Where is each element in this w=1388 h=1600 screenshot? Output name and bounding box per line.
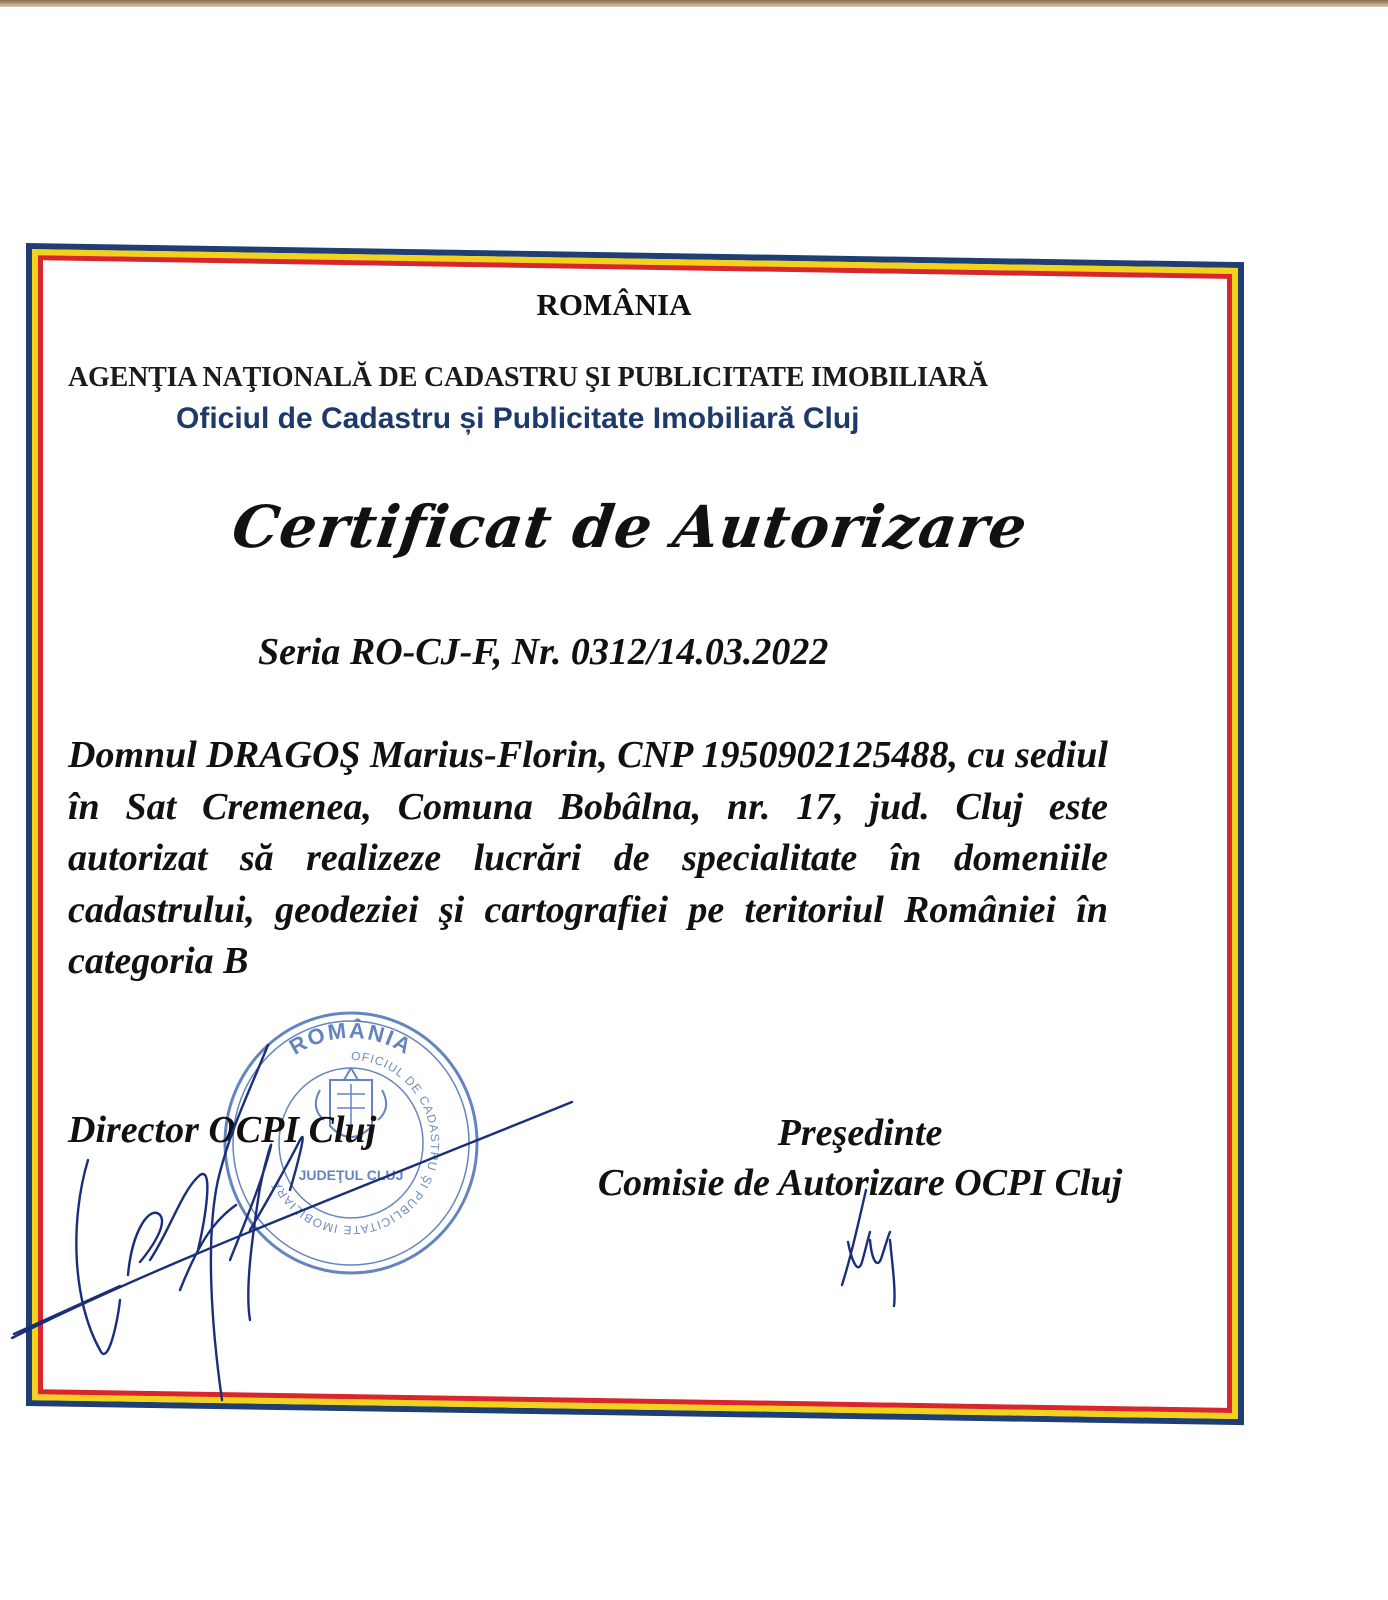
certificate-series: Seria RO-CJ-F, Nr. 0312/14.03.2022 xyxy=(258,631,829,673)
certificate-title: Certificat de Autorizare xyxy=(228,493,1032,561)
stamp-top-text: ROMÂNIA xyxy=(284,1017,418,1060)
president-label: Comisie de Autorizare OCPI Cluj xyxy=(597,1162,1123,1204)
stamp-center-text: JUDEŢUL CLUJ xyxy=(298,1167,404,1183)
agency-heading: AGENŢIA NAŢIONALĂ DE CADASTRU ŞI PUBLICITATE IMOBILIARĂ xyxy=(68,362,988,393)
certificate-body: Domnul DRAGOŞ Marius-Florin, CNP 1950902125488, cu sediul în Sat Cremenea, Comuna Bobâlna, nr. 17, jud. Cluj este autorizat să realizeze lucrări de specialitate în domeniile cadastrului, geodeziei şi cartografiei pe teritoriul României în categoria B xyxy=(68,734,1108,982)
president-block xyxy=(560,1108,1160,1208)
svg-text:ROMÂNIA xyxy=(285,1018,417,1060)
stamp-ring-text: OFICIUL DE CADASTRU ŞI PUBLICITATE IMOBILIARĂ xyxy=(268,1048,443,1238)
president-title: Preşedinte xyxy=(777,1112,943,1154)
director-label: Director OCPI Cluj xyxy=(68,1109,377,1151)
office-heading: Oficiul de Cadastru și Publicitate Imobiliară Cluj xyxy=(176,402,860,435)
country-heading: ROMÂNIA xyxy=(536,287,692,322)
